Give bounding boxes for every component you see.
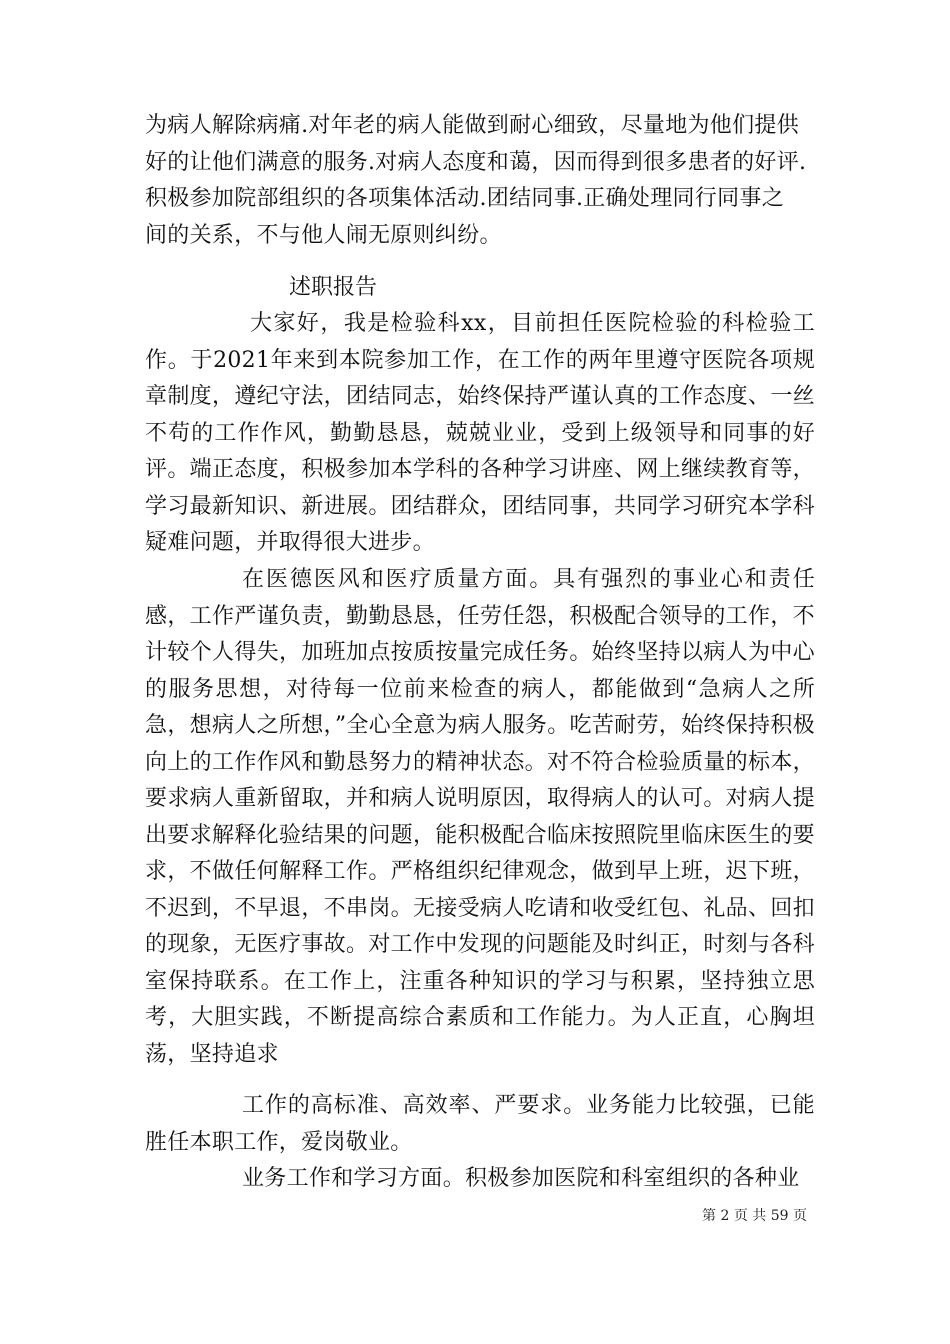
previous-paragraph: [145, 108, 815, 254]
text-line: 间的关系，不与他人闹无原则纠纷。: [145, 222, 502, 248]
page-number: 第 2 页 共 59 页: [702, 1208, 807, 1224]
business-paragraph: 业务工作和学习方面。积极参加医院和科室组织的各种业: [242, 1166, 800, 1191]
intro-paragraph: 大家好，我是检验科xx，目前担任医院检验的科检验工作。于2021年来到本院参加工作，在工作的两年里遵守医院各项规章制度，遵纪守法，团结同志，始终保持严谨认真的工作态度、一丝不苟的工作作风，勤勤恳恳，兢兢业业，受到上级领导和同事的好评。端正态度，积极参加本学科的各种学习讲座、网上继续教育等，学习最新知识、新进展。团结群众，团结同事，共同学习研究本学科疑难问题，并取得很大进步。: [145, 311, 815, 555]
text-line: 积极参加院部组织的各项集体活动.团结同事.正确处理同行同事之: [145, 186, 784, 211]
section-heading: 述职报告: [289, 275, 378, 300]
ethics-paragraph: 在医德医风和医疗质量方面。具有强烈的事业心和责任感，工作严谨负责，勤勤恳恳，任劳任怨，积极配合领导的工作，不计较个人得失，加班加点按质按量完成任务。始终坚持以病人为中心的服务思想，对待每一位前来检查的病人，都能做到“急病人之所急，想病人之所想，”全心全意为病人服务。吃苦耐劳，始终保持积极向上的工作作风和勤恳努力的精神状态。对不符合检验质量的标本，要求病人重新留取，并和病人说明原因，取得病人的认可。对病人提出要求解释化验结果的问题，能积极配合临床按照院里临床医生的要求，不做任何解释工作。严格组织纪律观念，做到早上班，迟下班，不迟到，不早退，不串岗。无接受病人吃请和收受红包、礼品、回扣的现象，无医疗事故。对工作中发现的问题能及时纠正，时刻与各科室保持联系。在工作上，注重各种知识的学习与积累，坚持独立思考，大胆实践，不断提高综合素质和工作能力。为人正直，心胸坦荡，坚持追求: [145, 567, 815, 1067]
text-line: 好的让他们满意的服务.对病人态度和蔼，因而得到很多患者的好评.: [145, 149, 807, 175]
text-line: 为病人解除病痛.对年老的病人能做到耐心细致，尽量地为他们提供: [145, 113, 799, 138]
standards-paragraph: 工作的高标准、高效率、严要求。业务能力比较强，已能胜任本职工作，爱岗敬业。: [145, 1093, 815, 1155]
